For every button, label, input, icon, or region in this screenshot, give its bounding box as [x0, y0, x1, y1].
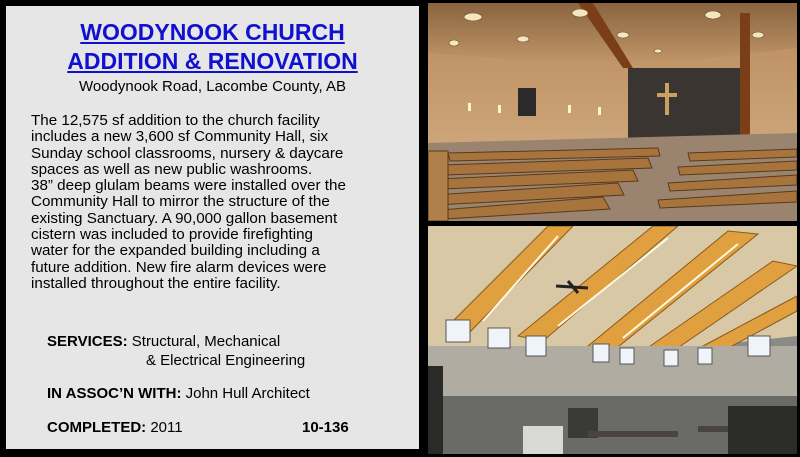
community-hall-photo: [428, 226, 797, 454]
association-label: IN ASSOC’N WITH:: [47, 385, 182, 402]
services-value-line1: Structural, Mechanical: [131, 333, 281, 350]
description-line: installed throughout the entire facility.: [31, 274, 281, 292]
completed-label: COMPLETED:: [47, 419, 147, 436]
description-line: cistern was included to provide firefighting: [31, 226, 313, 244]
description-line: 38” deep glulam beams were installed over the: [31, 177, 346, 195]
completed-line: [47, 419, 183, 436]
project-description: [31, 113, 411, 292]
project-info-card: [6, 6, 419, 449]
project-title-line1: WOODYNOOK CHURCH: [80, 19, 345, 45]
description-line: includes a new 3,600 sf Community Hall, six: [31, 128, 329, 146]
description-line: spaces as well as new public washrooms.: [31, 160, 313, 178]
description-line: future addition. New fire alarm devices were: [31, 258, 327, 276]
project-location: Woodynook Road, Lacombe County, AB: [78, 78, 347, 95]
association-value: John Hull Architect: [185, 385, 310, 402]
association-line: [47, 385, 310, 402]
services-block: [47, 332, 305, 370]
project-title-line2: ADDITION & RENOVATION: [67, 48, 358, 74]
description-line: water for the expanded building including a: [31, 242, 320, 260]
completed-value: 2011: [150, 419, 183, 436]
description-line: Community Hall to mirror the structure of the: [31, 193, 330, 211]
description-line: existing Sanctuary. A 90,000 gallon basement: [31, 209, 338, 227]
description-line: The 12,575 sf addition to the church facility: [31, 112, 320, 129]
sanctuary-photo: [428, 3, 797, 221]
description-line: Sunday school classrooms, nursery & daycare: [31, 144, 344, 162]
services-value-line2: & Electrical Engineering: [146, 352, 306, 369]
job-number: 10-136: [302, 419, 349, 436]
services-label: SERVICES:: [47, 333, 128, 350]
